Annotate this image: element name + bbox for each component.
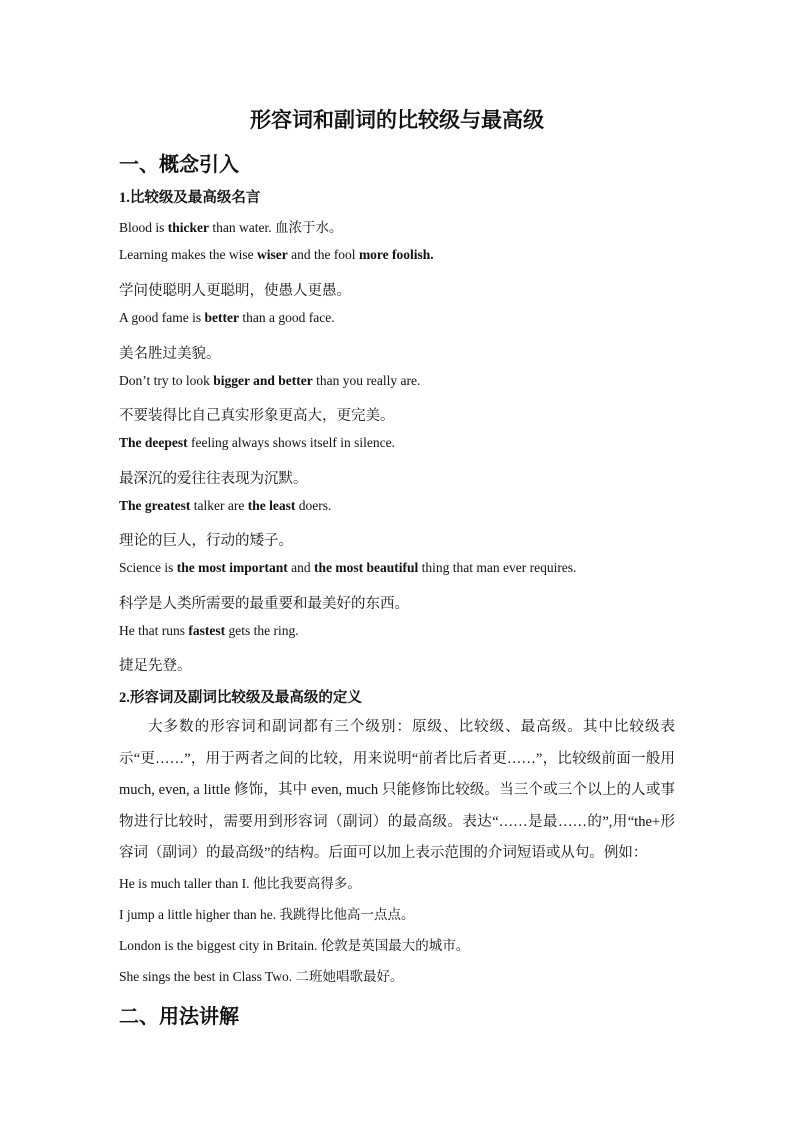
quote-text: talker are [190,498,248,513]
quote-line [119,310,335,326]
quote-text: Don’t try to look [119,373,214,388]
quote-line [119,279,351,300]
quote-line [119,373,420,389]
example-line: She sings the best in Class Two. 二班她唱歌最好。 [119,969,404,984]
bold-term: wiser [256,247,288,262]
example-line: I jump a little higher than he. 我跳得比他高一点点。 [119,907,415,922]
example-line: He is much taller than I. 他比我要高得多。 [119,876,361,891]
quote-line [119,342,221,363]
quote-text: feeling always shows itself in silence. [187,435,395,450]
bold-term: bigger and better [213,373,313,388]
quote-line [119,247,434,263]
bold-term: thicker [167,220,210,235]
section-heading-concept: 一、概念引入 [119,154,239,176]
quote-text: 理论的巨人，行动的矮子。 [119,533,293,549]
quote-line [119,216,343,236]
subheading-definition: 2.形容词及副词比较级及最高级的定义 [119,690,362,706]
page-title: 形容词和副词的比较级与最高级 [250,108,544,132]
quote-line [119,654,192,675]
bold-term: the most beautiful [313,560,419,575]
quote-text: A good fame is [119,310,205,325]
quote-text: 科学是人类所需要的最重要和最美好的东西。 [119,596,409,612]
bold-term: The greatest [119,498,191,513]
quote-text: than water. 血浓于水。 [209,220,343,235]
quote-line [119,404,395,425]
bold-term: The deepest [119,435,188,450]
bold-term: the most important [176,560,288,575]
quote-line [119,592,409,613]
quote-text: than a good face. [238,310,335,325]
quote-text: He that runs [119,623,189,638]
quote-text: Learning makes the wise [119,247,257,262]
quote-text: gets the ring. [225,623,299,638]
quote-text: thing that man ever requires. [418,560,577,575]
example-line: London is the biggest city in Britain. 伦敦是英国最大的城市。 [119,938,470,953]
subheading-quotes: 1.比较级及最高级名言 [119,190,261,206]
quote-text: Science is [119,560,177,575]
quote-line [119,560,576,576]
bold-term: more foolish. [358,247,434,262]
quote-text: 美名胜过美貌。 [119,346,221,362]
quote-line [119,498,331,514]
quote-text: than you really are. [312,373,421,388]
quote-text: doers. [295,498,332,513]
quote-text: Blood is [119,220,168,235]
bold-term: the least [247,498,296,513]
quote-text: 捷足先登。 [119,658,192,674]
quote-text: 不要装得比自己真实形象更高大，更完美。 [119,408,395,424]
section-heading-usage: 二、用法讲解 [119,1006,239,1028]
quote-line [119,435,395,451]
quote-text: 最深沉的爱往往表现为沉默。 [119,471,308,487]
definition-paragraph: 大多数的形容词和副词都有三个级别：原级、比较级、最高级。其中比较级表示“更……”，用于两者之间的比较，用来说明“前者比后者更……”，比较级前面一般用much, even, a little 修饰，其中 even, much 只能修饰比较级。当三个或三个以上的人或事物进行比较时，需要用到形容词（副词）的最高级。表达“……是最……的”,用“the+形容词（副词）的最高级”的结构。后面可以加上表示范围的介词短语或从句。例如： [119,719,675,862]
quote-text: 学问使聪明人更聪明，使愚人更愚。 [119,283,351,299]
quote-text: and [287,560,314,575]
bold-term: better [204,310,239,325]
quote-line [119,623,299,639]
quote-text: and the fool [287,247,359,262]
bold-term: fastest [188,623,226,638]
quote-line [119,529,293,550]
quote-line [119,467,308,488]
